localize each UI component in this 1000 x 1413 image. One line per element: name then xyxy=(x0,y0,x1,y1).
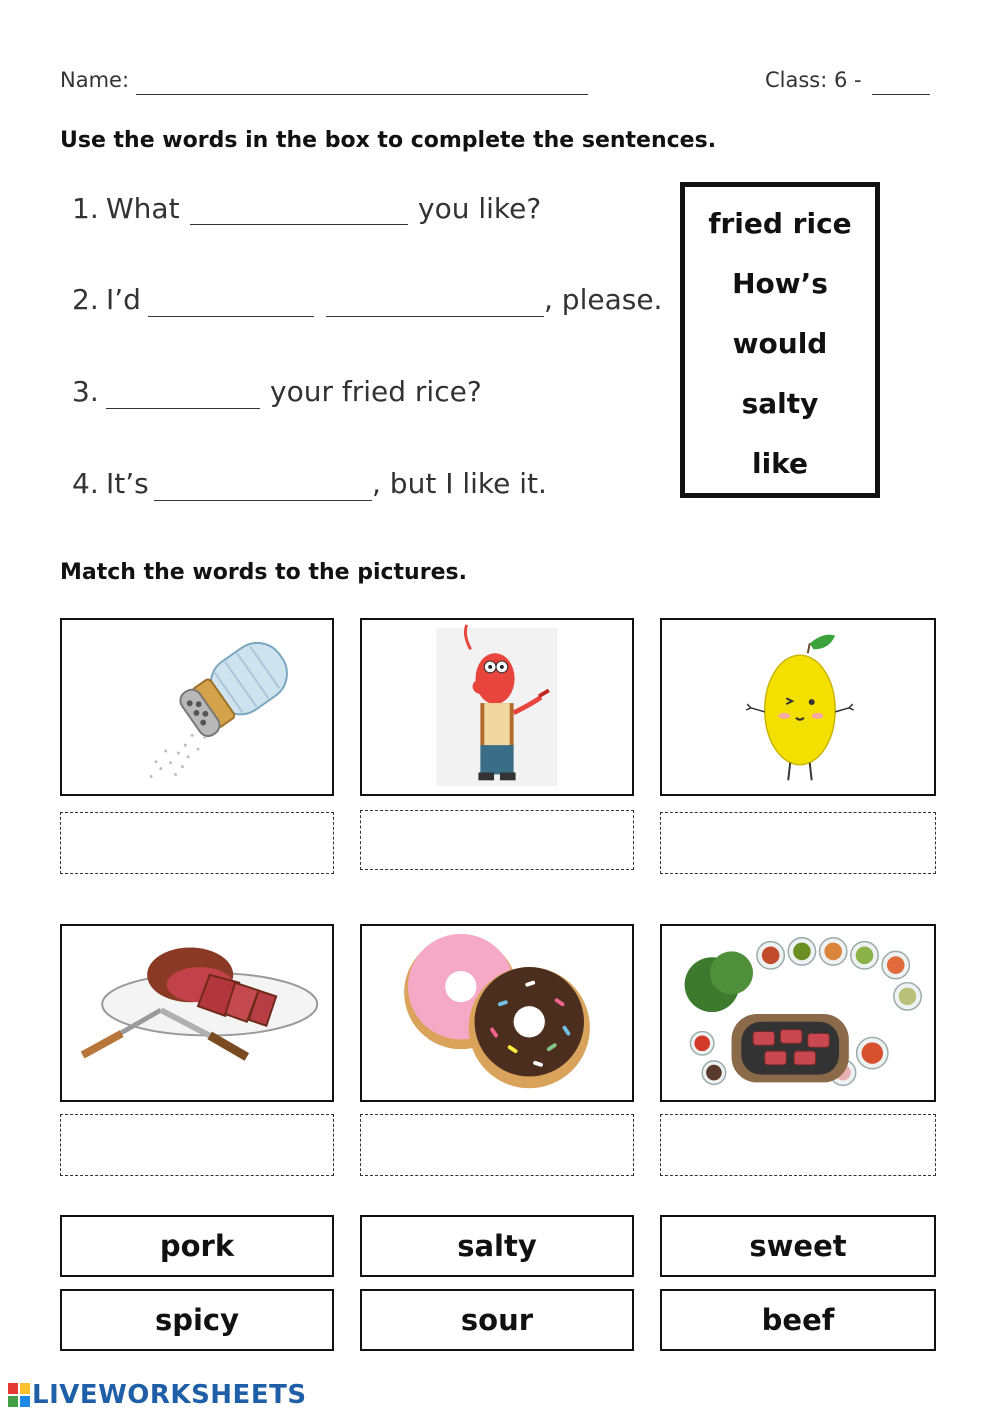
liveworksheets-logo xyxy=(8,1380,307,1410)
section1-instruction: Use the words in the box to complete the sentences. xyxy=(60,128,717,153)
word-card-pork[interactable]: pork xyxy=(60,1215,334,1277)
sentence-3-blank[interactable] xyxy=(106,382,260,409)
sentence-4-after: , but I like it. xyxy=(372,467,547,500)
section2-instruction: Match the words to the pictures. xyxy=(60,560,467,585)
answer-box-5[interactable] xyxy=(360,1114,634,1176)
liveworksheets-logo-text: LIVEWORKSHEETS xyxy=(32,1380,307,1410)
name-input[interactable] xyxy=(136,72,588,95)
spicy-man-picture xyxy=(360,618,634,796)
word-box xyxy=(680,182,880,498)
sentence-3-after: your fried rice? xyxy=(270,375,482,408)
lemon-icon xyxy=(662,620,934,794)
beef-picture xyxy=(60,924,334,1102)
class-label: Class: 6 - xyxy=(765,68,862,92)
answer-box-3[interactable] xyxy=(660,812,936,874)
salt-shaker-icon xyxy=(62,620,332,794)
sentence-1-number: 1. xyxy=(72,192,99,225)
donuts-picture xyxy=(360,924,634,1102)
word-box-item: like xyxy=(751,447,809,480)
sentence-2-after: , please. xyxy=(544,283,663,316)
word-box-item: would xyxy=(732,327,828,360)
sentence-4-blank[interactable] xyxy=(154,474,372,501)
sentence-1-before: What xyxy=(106,192,180,225)
word-card-salty[interactable]: salty xyxy=(360,1215,634,1277)
word-card-beef[interactable]: beef xyxy=(660,1289,936,1351)
word-box-item: How’s xyxy=(732,267,828,300)
answer-box-6[interactable] xyxy=(660,1114,936,1176)
word-card-spicy[interactable]: spicy xyxy=(60,1289,334,1351)
sentence-2-blank-b[interactable] xyxy=(326,290,544,317)
word-card-sweet[interactable]: sweet xyxy=(660,1215,936,1277)
word-box-item: salty xyxy=(741,387,819,420)
answer-box-2[interactable] xyxy=(360,810,634,870)
sentence-1-blank[interactable] xyxy=(190,198,408,225)
beef-icon xyxy=(62,926,332,1100)
word-box-item: fried rice xyxy=(708,207,852,240)
answer-box-4[interactable] xyxy=(60,1114,334,1176)
sentence-4-before: It’s xyxy=(106,467,149,500)
liveworksheets-logo-icon xyxy=(8,1383,30,1407)
answer-box-1[interactable] xyxy=(60,812,334,874)
name-label: Name: xyxy=(60,68,130,92)
sentence-4-number: 4. xyxy=(72,467,99,500)
sentence-2-blank-a[interactable] xyxy=(148,290,314,317)
sentence-2-number: 2. xyxy=(72,283,99,316)
donut-icon xyxy=(362,926,632,1100)
sentence-1-after: you like? xyxy=(418,192,542,225)
word-card-sour[interactable]: sour xyxy=(360,1289,634,1351)
spicy-man-icon xyxy=(362,620,632,794)
lemon-picture xyxy=(660,618,936,796)
sentence-2-before: I’d xyxy=(106,283,141,316)
class-input[interactable] xyxy=(872,72,930,95)
korean-bbq-picture xyxy=(660,924,936,1102)
korean-bbq-icon xyxy=(662,926,934,1100)
salt-shaker-picture xyxy=(60,618,334,796)
sentence-3-number: 3. xyxy=(72,375,99,408)
